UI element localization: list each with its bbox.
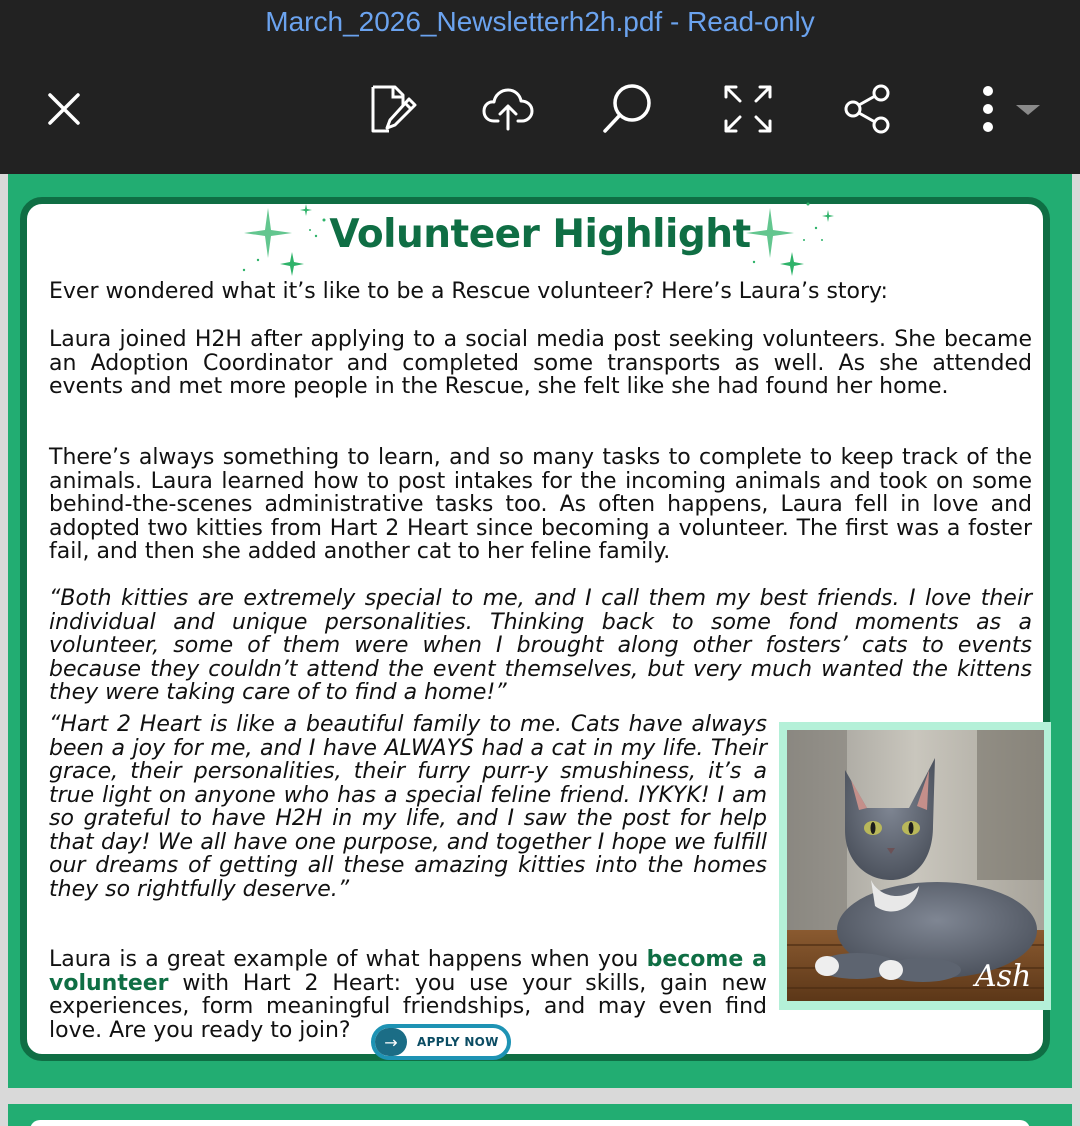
photo-signature: Ash (975, 959, 1032, 994)
arrow-right-icon: → (375, 1028, 407, 1056)
fullscreen-button[interactable] (719, 80, 777, 138)
next-page-card (30, 1120, 1030, 1126)
annotate-button[interactable] (362, 80, 420, 138)
more-vertical-icon (960, 81, 1050, 137)
search-button[interactable] (599, 80, 657, 138)
search-icon (600, 81, 656, 137)
edit-document-icon (363, 81, 419, 137)
top-app-bar (0, 0, 1080, 174)
share-icon (839, 81, 895, 137)
close-button[interactable] (35, 80, 93, 138)
close-icon (36, 81, 92, 137)
document-title: March_2026_Newsletterh2h.pdf - Read-only (265, 6, 815, 37)
more-options-button[interactable] (960, 80, 1050, 138)
fullscreen-icon (720, 81, 776, 137)
share-button[interactable] (838, 80, 896, 138)
upload-button[interactable] (479, 80, 537, 138)
apply-now-button[interactable] (371, 1024, 511, 1060)
closing-text-start: Laura is a great example of what happens when you (49, 947, 647, 972)
apply-now-label: APPLY NOW (417, 1035, 499, 1049)
intro-text: Ever wondered what it’s like to be a Rescue volunteer? Here’s Laura’s story: (49, 279, 888, 304)
become-volunteer-link[interactable]: become a volunteer (49, 947, 767, 996)
cat-photo (787, 730, 1044, 1001)
quote-1: “Both kitties are extremely special to me, and I call them my best friends. I love their individual and unique personalities. Thinking back to some fond moments as a volunteer, some of them were when I brought along other fosters’ cats to events because they couldn’t attend the event themselves, but very much wanted the kittens they were taking care of to find a home!” (49, 586, 1032, 705)
closing-text-end: with Hart 2 Heart: you use your skills, gain new experiences, form meaningful friendships, and may even find love. Are you ready to join? (49, 970, 767, 1043)
paragraph-1: Laura joined H2H after applying to a social media post seeking volunteers. She became an Adoption Coordinator and completed some transports as well. As she attended events and met more people in the Rescue, she felt like she had found her home. (49, 327, 1032, 399)
section-heading: Volunteer Highlight (329, 212, 751, 257)
paragraph-2: There’s always something to learn, and so many tasks to complete to keep track of the animals. Laura learned how to post intakes for the incoming animals and took on some behind-the-scenes administrative tasks too. As often happens, Laura fell in love and adopted two kitties from Hart 2 Heart since becoming a volunteer. The first was a foster fail, and then she added another cat to her feline family. (49, 445, 1032, 564)
cloud-upload-icon (480, 81, 536, 137)
quote-2: “Hart 2 Heart is like a beautiful family to me. Cats have always been a joy for me, and I have ALWAYS had a cat in my life. Their grace, their personalities, their furry purr-y smushiness, it’s a true light on anyone who has a special feline friend. IYKYK! I am so grateful to have H2H in my life, and I saw the post for help that day! We all have one purpose, and together I hope we fulfill our dreams of getting all these amazing kitties into the homes they so rightfully deserve.” (49, 712, 767, 902)
